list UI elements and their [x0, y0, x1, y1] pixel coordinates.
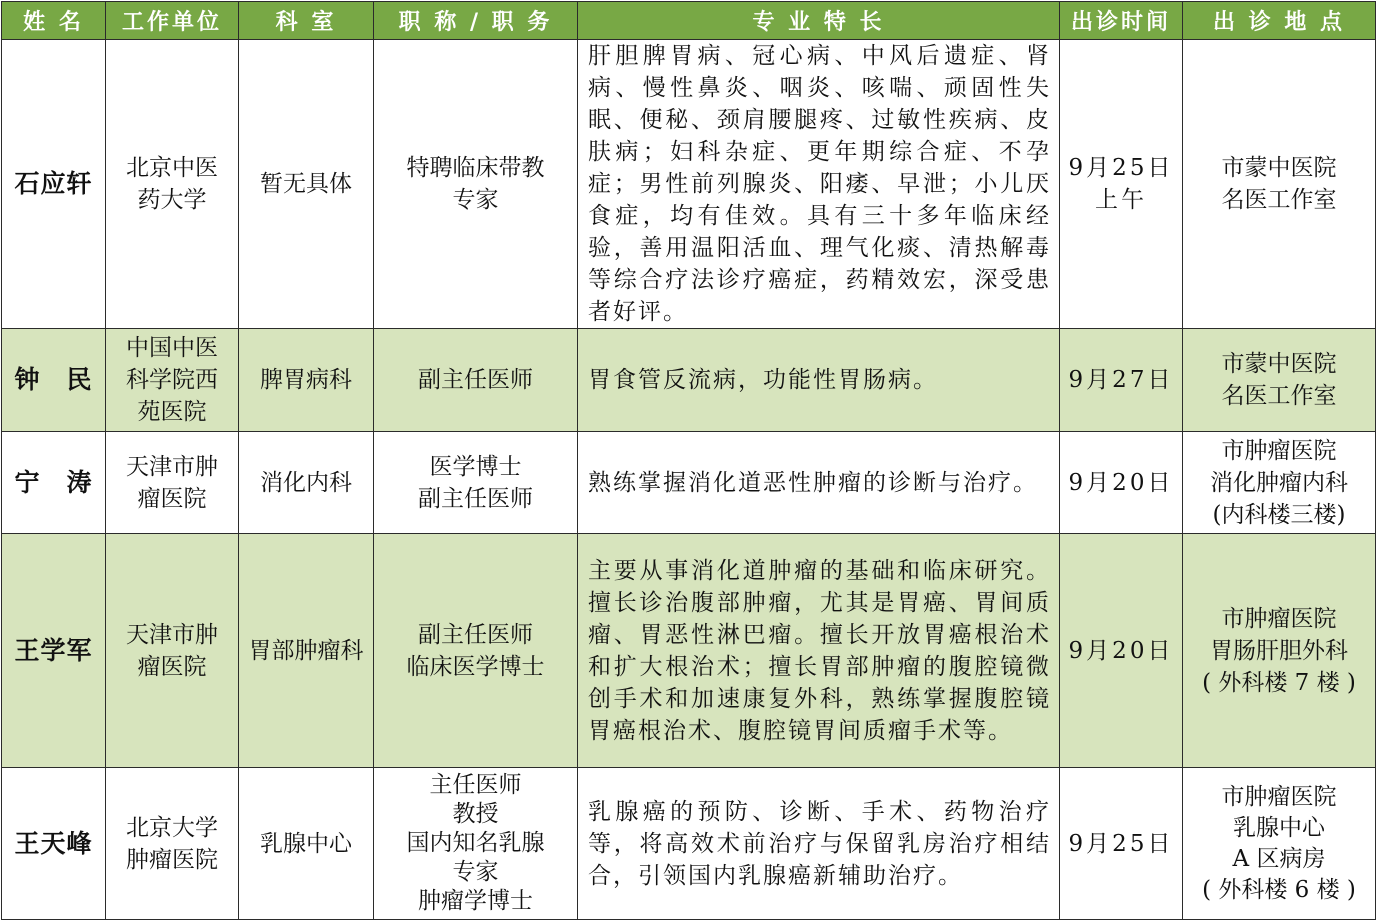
work-unit-line: 瘤医院 [137, 653, 207, 680]
clinic-place [1183, 768, 1376, 920]
job-title-line: 肿瘤学博士 [418, 888, 533, 914]
work-unit-line: 中国中医 [126, 335, 218, 361]
clinic-place-line: 市肿瘤医院 [1221, 437, 1337, 464]
department: 消化内科 [239, 432, 374, 534]
department: 胃部肿瘤科 [239, 534, 374, 768]
header-department: 科 室 [239, 2, 374, 40]
header-specialty: 专 业 特 长 [578, 2, 1060, 40]
table-row [2, 432, 1376, 534]
work-unit-line: 苑医院 [137, 399, 207, 425]
job-title-line: 主任医师 [429, 772, 522, 798]
clinic-place-line: A 区病房 [1232, 845, 1326, 872]
table-row [2, 329, 1376, 432]
job-title-line: 教授 [452, 801, 499, 827]
header-name: 姓 名 [2, 2, 106, 40]
clinic-place [1183, 432, 1376, 534]
specialty: 胃食管反流病，功能性胃肠病。 [578, 329, 1060, 432]
clinic-time-line: 9月25日 [1068, 830, 1174, 857]
header-unit: 工作单位 [106, 2, 239, 40]
clinic-place-line: (内科楼三楼) [1212, 501, 1346, 528]
work-unit-line: 北京大学 [126, 814, 218, 841]
department: 乳腺中心 [239, 768, 374, 920]
clinic-place-line: 胃肠肝胆外科 [1210, 637, 1348, 664]
work-unit-line: 科学院西 [126, 367, 218, 393]
work-unit-line: 天津市肿 [126, 453, 218, 480]
doctor-name: 王天峰 [2, 768, 106, 920]
specialty: 肝胆脾胃病、冠心病、中风后遗症、肾病、慢性鼻炎、咽炎、咳喘、顽固性失眠、便秘、颈肩腰腿疼、过敏性疾病、皮肤病；妇科杂症、更年期综合症、不孕症；男性前列腺炎、阳痿、早泄；小儿厌食症，均有佳效。具有三十多年临床经验，善用温阳活血、理气化痰、清热解毒等综合疗法诊疗癌症，药精效宏，深受患者好评。 [578, 40, 1060, 329]
clinic-place [1183, 329, 1376, 432]
specialty: 熟练掌握消化道恶性肿瘤的诊断与治疗。 [578, 432, 1060, 534]
work-unit-line: 药大学 [137, 187, 207, 213]
work-unit-line: 肿瘤医院 [126, 846, 218, 873]
clinic-time-line: 上午 [1095, 187, 1147, 213]
department: 暂无具体 [239, 40, 374, 329]
job-title [374, 40, 578, 329]
clinic-place-line: ( 外科楼 6 楼 ) [1202, 876, 1356, 903]
header-place: 出 诊 地 点 [1183, 2, 1376, 40]
clinic-place-line: 市蒙中医院 [1221, 351, 1337, 377]
job-title-line: 国内知名乳腺 [406, 830, 545, 856]
job-title [374, 768, 578, 920]
work-unit-line: 天津市肿 [126, 621, 218, 648]
job-title [374, 329, 578, 432]
clinic-time [1060, 432, 1183, 534]
clinic-place-line: 名医工作室 [1221, 383, 1337, 409]
clinic-place-line: 消化肿瘤内科 [1210, 469, 1348, 496]
work-unit [106, 329, 239, 432]
header-time: 出诊时间 [1060, 2, 1183, 40]
job-title-line: 专家 [452, 187, 499, 213]
doctor-name: 宁 涛 [2, 432, 106, 534]
clinic-place-line: 市蒙中医院 [1221, 155, 1337, 181]
clinic-place [1183, 534, 1376, 768]
clinic-time [1060, 40, 1183, 329]
work-unit-line: 北京中医 [126, 155, 218, 181]
doctor-schedule-table [1, 1, 1376, 920]
clinic-time-line: 9月20日 [1068, 469, 1174, 496]
work-unit [106, 40, 239, 329]
clinic-place-line: 乳腺中心 [1233, 814, 1325, 841]
clinic-place [1183, 40, 1376, 329]
specialty: 主要从事消化道肿瘤的基础和临床研究。擅长诊治腹部肿瘤，尤其是胃癌、胃间质瘤、胃恶性淋巴瘤。擅长开放胃癌根治术和扩大根治术；擅长胃部肿瘤的腹腔镜微创手术和加速康复外科，熟练掌握腹腔镜胃癌根治术、腹腔镜胃间质瘤手术等。 [578, 534, 1060, 768]
job-title-line: 临床医学博士 [406, 653, 545, 680]
job-title-line: 副主任医师 [418, 367, 533, 393]
doctor-name: 钟 民 [2, 329, 106, 432]
doctor-name: 王学军 [2, 534, 106, 768]
clinic-time [1060, 534, 1183, 768]
clinic-time-line: 9月27日 [1068, 367, 1174, 393]
job-title-line: 医学博士 [429, 453, 522, 480]
work-unit [106, 432, 239, 534]
doctor-name: 石应轩 [2, 40, 106, 329]
table-row [2, 40, 1376, 329]
job-title-line: 副主任医师 [418, 485, 533, 512]
job-title-line: 副主任医师 [418, 621, 533, 648]
table-row [2, 534, 1376, 768]
work-unit [106, 534, 239, 768]
clinic-time-line: 9月25日 [1068, 155, 1174, 181]
job-title [374, 432, 578, 534]
clinic-place-line: ( 外科楼 7 楼 ) [1202, 669, 1356, 696]
clinic-place-line: 市肿瘤医院 [1221, 783, 1337, 810]
clinic-place-line: 名医工作室 [1221, 187, 1337, 213]
table-header-row [2, 2, 1376, 40]
clinic-time [1060, 329, 1183, 432]
header-title: 职 称 / 职 务 [374, 2, 578, 40]
department: 脾胃病科 [239, 329, 374, 432]
specialty: 乳腺癌的预防、诊断、手术、药物治疗等，将高效术前治疗与保留乳房治疗相结合，引领国内乳腺癌新辅助治疗。 [578, 768, 1060, 920]
clinic-time-line: 9月20日 [1068, 637, 1174, 664]
table-row [2, 768, 1376, 920]
work-unit [106, 768, 239, 920]
job-title [374, 534, 578, 768]
job-title-line: 专家 [452, 859, 499, 885]
work-unit-line: 瘤医院 [137, 485, 207, 512]
clinic-place-line: 市肿瘤医院 [1221, 605, 1337, 632]
job-title-line: 特聘临床带教 [406, 155, 545, 181]
clinic-time [1060, 768, 1183, 920]
